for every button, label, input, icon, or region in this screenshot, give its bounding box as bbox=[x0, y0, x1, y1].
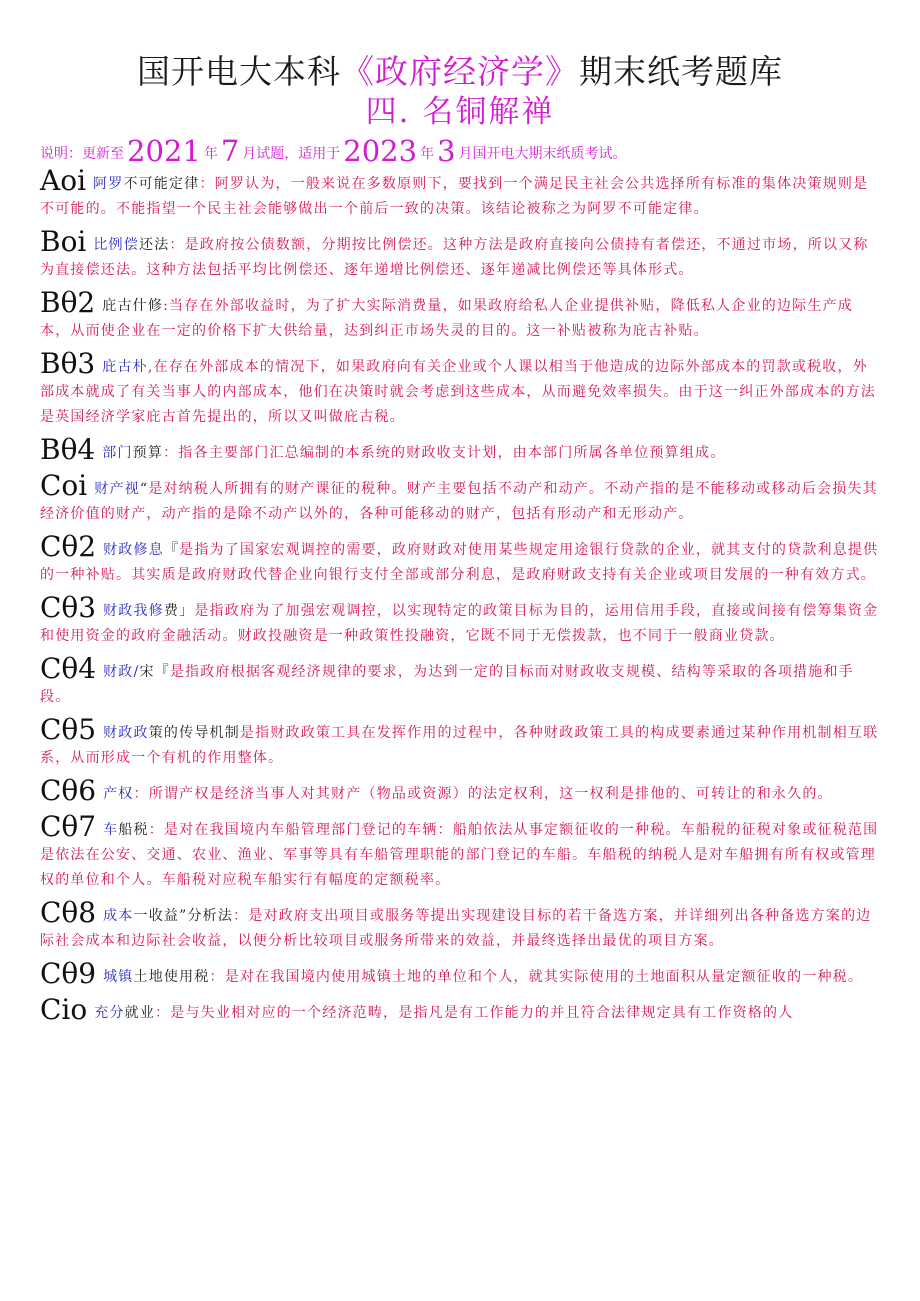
entry-term-b: 土地使用税 bbox=[133, 969, 210, 985]
note-suffix: 月国开电大期末纸质考试。 bbox=[458, 146, 627, 162]
entry-definition: ：是对在我国境内车船管理部门登记的车辆：船舶依法从事定额征收的一种税。车船税的征税对象或征税范围是依法在公安、交通、农业、渔业、军事等具有车船管理职能的部门登记的车船。车船税的纳税人是对车船拥有所有权或管理权的单位和个人。车船税对应税车船实行有幅度的定额税率。 bbox=[40, 822, 879, 888]
entry-term-b: 一收益”分析法 bbox=[133, 908, 234, 924]
glossary-entry bbox=[40, 469, 882, 527]
entry-term bbox=[94, 1005, 155, 1021]
note-year-2: 2023 bbox=[343, 134, 418, 168]
entry-term bbox=[103, 786, 133, 802]
entry-code: Cθ8 bbox=[40, 896, 97, 929]
glossary-entry bbox=[40, 993, 882, 1026]
glossary-entry bbox=[40, 957, 882, 990]
entry-term bbox=[103, 822, 149, 838]
entry-term-a: 财政/ bbox=[103, 664, 140, 680]
entry-term bbox=[103, 908, 233, 924]
entry-definition: 是对纳税人所拥有的财产课征的税种。财产主要包括不动产和动产。不动产指的是不能移动或移动后会损失其经济价值的财产，动产指的是除不动产以外的，各种可能移动的财产，包括有形动产和无形动产。 bbox=[40, 481, 878, 522]
glossary-entry bbox=[40, 896, 882, 954]
entry-term-b: 还法 bbox=[139, 237, 170, 253]
glossary-entry bbox=[40, 530, 882, 588]
entry-code: Cθ2 bbox=[40, 530, 97, 563]
entry-definition: ：是对在我国境内使用城镇土地的单位和个人，就其实际使用的土地面积从量定额征收的一种税。 bbox=[209, 969, 864, 985]
title-part-1: 国开电大本科 bbox=[137, 52, 341, 91]
entry-code: Cθ4 bbox=[40, 652, 97, 685]
note-middle: 月试题，适用于 bbox=[242, 146, 341, 162]
entry-term bbox=[94, 481, 148, 497]
glossary-entry bbox=[40, 164, 882, 222]
note-year-label-1: 年 bbox=[203, 146, 218, 162]
entry-term-b: 就业 bbox=[124, 1005, 156, 1021]
entry-definition: ：是与失业相对应的一个经济范畴，是指凡是有工作能力的并且符合法律规定具有工作资格的人 bbox=[155, 1005, 794, 1021]
entry-term-b: 宋『 bbox=[139, 664, 170, 680]
entry-term-a: 部门 bbox=[102, 445, 133, 461]
note-month-1: 7 bbox=[220, 134, 240, 168]
update-note bbox=[40, 134, 627, 171]
note-prefix: 说明：更新至 bbox=[40, 146, 124, 162]
glossary-entry bbox=[40, 774, 882, 807]
entry-term-a: 比例偿 bbox=[93, 237, 139, 253]
glossary-entry bbox=[40, 286, 882, 344]
section-heading: 四. 名铜解禅 bbox=[365, 94, 555, 130]
entry-term bbox=[93, 176, 199, 192]
page-title bbox=[0, 50, 920, 94]
entry-term bbox=[102, 359, 148, 375]
entry-term bbox=[93, 237, 169, 253]
entry-definition: 是指政府为了加强宏观调控，以实现特定的政策目标为目的，运用信用手段，直接或间接有偿筹集资金和使用资金的政府金融活动。财政投融资是一种政策性投融资，它既不同于无偿拨款，也不同于一般商业贷款。 bbox=[40, 603, 879, 644]
entry-term-a: 庇古朴 bbox=[102, 359, 148, 375]
entry-term-b: “ bbox=[139, 481, 149, 497]
entry-definition: ：指各主要部门汇总编制的本系统的财政收支计划，由本部门所属各单位预算组成。 bbox=[163, 445, 726, 461]
entry-code: Aoi bbox=[40, 164, 87, 197]
entry-term-a: 车 bbox=[103, 822, 119, 838]
entry-definition: ：是对政府支出项目或服务等提出实现建设目标的若干备选方案，并详细列出各种备选方案的边际社会成本和边际社会收益，以便分析比较项目或服务所带来的效益，并最终选择出最优的项目方案。 bbox=[40, 908, 872, 949]
glossary-entry bbox=[40, 591, 882, 649]
entry-term-b: 预算 bbox=[132, 445, 164, 461]
glossary-entry bbox=[40, 225, 882, 283]
entry-code: Boi bbox=[40, 225, 87, 258]
entry-code: Cθ9 bbox=[40, 957, 97, 990]
entry-code: Cθ3 bbox=[40, 591, 97, 624]
entry-term bbox=[103, 664, 170, 680]
entry-code: Cθ6 bbox=[40, 774, 97, 807]
entry-term-a: 成本 bbox=[103, 908, 134, 924]
entry-definition: ：是政府按公债数额，分期按比例偿还。这种方法是政府直接向公债持有者偿还，不通过市场，所以又称为直接偿还法。这种方法包括平均比例偿还、逐年递增比例偿还、逐年递减比例偿还等具体形式。 bbox=[40, 237, 869, 278]
glossary-entry bbox=[40, 810, 882, 893]
note-year-1: 2021 bbox=[127, 134, 201, 168]
title-course-name: 《政府经济学》 bbox=[341, 52, 579, 91]
entry-definition: :当存在外部收益时，为了扩大实际消费量，如果政府给私人企业提供补贴，降低私人企业的边际生产成本，从而使企业在一定的价格下扩大供给量，达到纠正市场失灵的目的。这一补贴被称为庇古补贴。 bbox=[40, 298, 853, 339]
entry-definition: 是指政府根据客观经济规律的要求，为达到一定的目标而对财政收支规模、结构等采取的各项措施和手段。 bbox=[40, 664, 854, 705]
entry-term-a: 阿罗 bbox=[93, 176, 124, 192]
entry-term-a: 财政我修 bbox=[103, 603, 164, 619]
entry-term bbox=[102, 445, 163, 461]
entry-term bbox=[103, 969, 209, 985]
entry-code: Cio bbox=[40, 993, 88, 1026]
entry-term-a: 财产视 bbox=[94, 481, 140, 497]
entry-code: Bθ2 bbox=[40, 286, 96, 319]
entry-term bbox=[103, 542, 179, 558]
entry-term bbox=[103, 603, 194, 619]
entry-term bbox=[102, 298, 163, 314]
glossary-list bbox=[40, 164, 882, 1033]
entry-definition: 是指为了国家宏观调控的需要，政府财政对使用某些规定用途银行贷款的企业，就其支付的贷款利息提供的一种补贴。其实质是政府财政代替企业向银行支付全部或部分利息，是政府财政支持有关企业或项目发展的一种有效方式。 bbox=[40, 542, 879, 583]
glossary-entry bbox=[40, 347, 882, 430]
entry-code: Bθ4 bbox=[40, 433, 96, 466]
entry-term-b: 船税 bbox=[118, 822, 149, 838]
entry-code: Cθ7 bbox=[40, 810, 97, 843]
entry-code: Bθ3 bbox=[40, 347, 96, 380]
entry-definition: ,在存在外部成本的情况下，如果政府向有关企业或个人课以相当于他造成的边际外部成本的罚款或税收，外部成本就成了有关当事人的内部成本，他们在决策时就会考虑到这些成本，从而避免效率损失。由于这一纠正外部成本的方法是英国经济学家庇古首先提出的，所以又叫做庇古税。 bbox=[40, 359, 876, 425]
glossary-entry bbox=[40, 433, 882, 466]
entry-term-b: 『 bbox=[163, 542, 180, 558]
entry-definition: ：阿罗认为，一般来说在多数原则下，要找到一个满足民主社会公共选择所有标准的集体决策规则是不可能的。不能指望一个民主社会能够做出一个前后一致的决策。该结论被称之为阿罗不可能定律。 bbox=[40, 176, 869, 217]
entry-term-a: 城镇 bbox=[103, 969, 134, 985]
note-month-2: 3 bbox=[437, 134, 456, 168]
entry-term-b: 不可能定律 bbox=[123, 176, 200, 192]
entry-term-a: 财政政 bbox=[103, 725, 149, 741]
entry-term-a: 产权 bbox=[103, 786, 134, 802]
entry-term-a: 充分 bbox=[94, 1005, 125, 1021]
note-year-label-2: 年 bbox=[420, 146, 435, 162]
entry-term bbox=[103, 725, 240, 741]
entry-code: Coi bbox=[40, 469, 88, 502]
glossary-entry bbox=[40, 652, 882, 710]
entry-term-b: 策的传导机制 bbox=[148, 725, 240, 741]
entry-definition: ：所谓产权是经济当事人对其财产（物品或资源）的法定权利，这一权利是排他的、可转让的和永久的。 bbox=[133, 786, 833, 802]
entry-term-b: 费」 bbox=[163, 603, 195, 619]
entry-definition: 是指财政政策工具在发挥作用的过程中，各种财政政策工具的构成要素通过某种作用机制相互联系，从而形成一个有机的作用整体。 bbox=[40, 725, 879, 766]
entry-term-a: 财政修息 bbox=[103, 542, 164, 558]
entry-term-b: 庇古什修 bbox=[102, 298, 164, 314]
title-part-3: 期末纸考题库 bbox=[579, 52, 783, 91]
entry-code: Cθ5 bbox=[40, 713, 97, 746]
glossary-entry bbox=[40, 713, 882, 771]
